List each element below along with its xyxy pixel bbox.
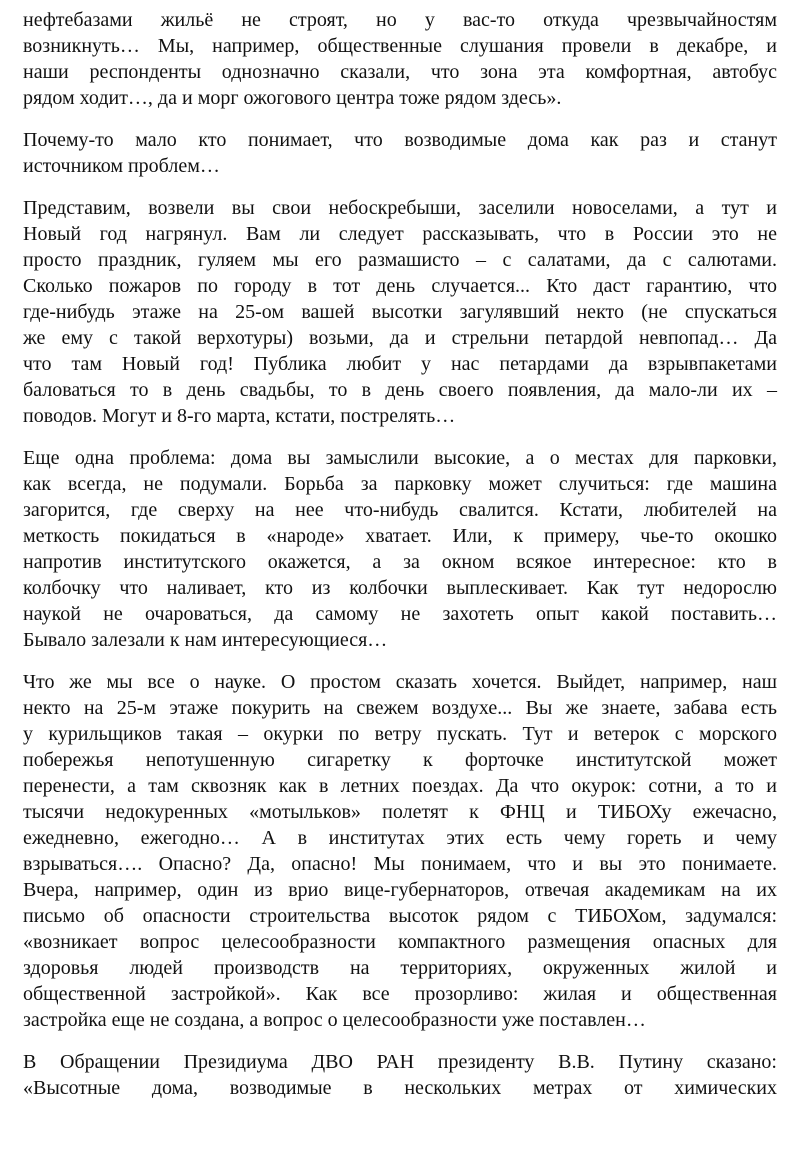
text-line: здоровья людей производств на территориях, окруженных жилой и [23, 957, 777, 979]
text-line: источником проблем… [23, 155, 220, 177]
text-line: где-нибудь этаже на 25-ом вашей высотки загулявший некто (не спускаться [23, 301, 777, 323]
text-line: у курильщиков такая – окурки по ветру пускать. Тут и ветерок с морского [23, 723, 777, 745]
text-line: наши респонденты однозначно сказали, что зона эта комфортная, автобус [23, 61, 777, 83]
paragraph [23, 445, 777, 653]
text-line: же ему с такой верхотуры) возьми, да и стрельни петардой невпопад… Да [23, 327, 777, 349]
paragraph [23, 669, 777, 1033]
text-line: Бывало залезали к нам интересующиеся… [23, 629, 388, 651]
text-line: меткость покидаться в «народе» хватает. Или, к примеру, чье-то окошко [23, 525, 777, 547]
text-line: «возникает вопрос целесообразности компактного размещения опасных для [23, 931, 777, 953]
text-line: загорится, где сверху на нее что-нибудь свалится. Кстати, любителей на [23, 499, 777, 521]
text-line: Представим, возвели вы свои небоскребыши, заселили новоселами, а тут и [23, 197, 777, 219]
text-line: В Обращении Президиума ДВО РАН президенту В.В. Путину сказано: [23, 1051, 777, 1073]
text-line: Вчера, например, один из врио вице-губернаторов, отвечая академикам на их [23, 879, 777, 901]
text-line: Новый год нагрянул. Вам ли следует рассказывать, что в России это не [23, 223, 777, 245]
paragraph [23, 127, 777, 179]
text-line: некто на 25-м этаже покурить на свежем воздухе... Вы же знаете, забава есть [23, 697, 777, 719]
text-line: баловаться то в день свадьбы, то в день своего появления, да мало-ли их – [23, 379, 777, 401]
text-line: взрываться…. Опасно? Да, опасно! Мы понимаем, что и вы это понимаете. [23, 853, 777, 875]
text-line: возникнуть… Мы, например, общественные слушания провели в декабре, и [23, 35, 777, 57]
text-line: рядом ходит…, да и морг ожогового центра тоже рядом здесь». [23, 87, 562, 109]
document-body [23, 7, 777, 1101]
text-line: общественной застройкой». Как все прозорливо: жилая и общественная [23, 983, 777, 1005]
text-line: перенести, а там сквозняк как в летних поездах. Да что окурок: сотни, а то и [23, 775, 777, 797]
text-line: просто праздник, гуляем мы его размашисто – с салатами, да с салютами. [23, 249, 777, 271]
text-line: как всегда, не подумали. Борьба за парковку может случиться: где машина [23, 473, 777, 495]
document-page [23, 7, 777, 1117]
text-line: «Высотные дома, возводимые в нескольких метрах от химических [23, 1077, 777, 1099]
text-line: ежедневно, ежегодно… А в институтах этих есть чему гореть и чему [23, 827, 777, 849]
text-line: застройка еще не создана, а вопрос о целесообразности уже поставлен… [23, 1009, 646, 1031]
text-line: побережья непотушенную сигаретку к форточке институтской может [23, 749, 777, 771]
paragraph [23, 1049, 777, 1101]
text-line: Что же мы все о науке. О простом сказать хочется. Выйдет, например, наш [23, 671, 777, 693]
text-line: что там Новый год! Публика любит у нас петардами да взрывпакетами [23, 353, 777, 375]
text-line: нефтебазами жильё не строят, но у вас-то откуда чрезвычайностям [23, 9, 777, 31]
text-line: тысячи недокуренных «мотыльков» полетят к ФНЦ и ТИБОХу ежечасно, [23, 801, 777, 823]
text-line: поводов. Могут и 8-го марта, кстати, пострелять… [23, 405, 456, 427]
text-line: колбочку что наливает, кто из колбочки выплескивает. Как тут недорослю [23, 577, 777, 599]
text-line: наукой не очароваться, да самому не захотеть опыт какой поставить… [23, 603, 777, 625]
text-line: Еще одна проблема: дома вы замыслили высокие, а о местах для парковки, [23, 447, 777, 469]
paragraph [23, 195, 777, 429]
paragraph [23, 7, 777, 111]
text-line: Почему-то мало кто понимает, что возводимые дома как раз и станут [23, 129, 777, 151]
text-line: напротив институтского окажется, а за окном всякое интересное: кто в [23, 551, 777, 573]
text-line: письмо об опасности строительства высоток рядом с ТИБОХом, задумался: [23, 905, 777, 927]
text-line: Сколько пожаров по городу в тот день случается... Кто даст гарантию, что [23, 275, 777, 297]
